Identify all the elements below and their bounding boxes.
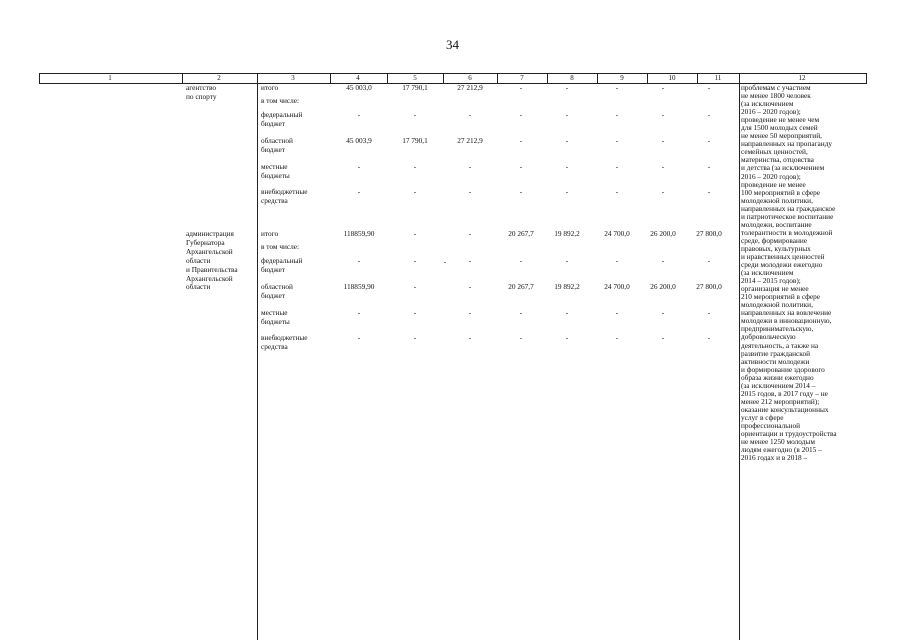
amount-cell: - xyxy=(468,110,472,119)
funding-source-label: федеральный xyxy=(261,110,303,119)
column-12-line: для 1500 молодых семей xyxy=(741,123,818,133)
amount-cell: - xyxy=(615,308,619,317)
column-12-line: активности молодежи xyxy=(741,356,810,366)
amount-cell: - xyxy=(519,162,523,171)
executor-text: и Правительства xyxy=(186,264,238,274)
header-column-number: 6 xyxy=(468,74,472,82)
amount-cell: - xyxy=(707,256,711,265)
amount-cell: - xyxy=(615,256,619,265)
amount-cell: - xyxy=(413,110,417,119)
amount-cell: - xyxy=(615,136,619,145)
amount-cell: - xyxy=(565,136,569,145)
amount-cell: 20 267,7 xyxy=(508,229,534,238)
column-12-line: (за исключением 2014 – xyxy=(741,380,816,390)
column-12-line: материнства, отцовства xyxy=(741,155,814,165)
column-12-line: развитие гражданской xyxy=(741,348,811,358)
amount-cell: - xyxy=(615,162,619,171)
column-12-line: 2015 годов, в 2017 году – не xyxy=(741,388,828,398)
column-12-line: не менее 1800 человек xyxy=(741,91,811,101)
amount-cell: - xyxy=(661,83,665,92)
column-divider xyxy=(257,73,258,640)
column-12-line: 2016 – 2020 годов); xyxy=(741,171,801,181)
column-12-line: людям ежегодно (в 2015 – xyxy=(741,445,822,455)
funding-source-label: бюджет xyxy=(261,264,285,274)
column-12-line: проведение не менее чем xyxy=(741,115,820,125)
funding-source-label: в том числе: xyxy=(261,242,300,251)
amount-cell: - xyxy=(565,187,569,196)
funding-source-label: бюджеты xyxy=(261,170,290,180)
amount-cell: - xyxy=(615,110,619,119)
amount-cell: - xyxy=(357,187,361,196)
column-divider xyxy=(866,73,867,84)
column-divider xyxy=(497,73,498,84)
funding-source-label: бюджет xyxy=(261,144,285,154)
amount-cell: - xyxy=(661,162,665,171)
amount-cell: - xyxy=(357,110,361,119)
header-column-number: 12 xyxy=(798,74,806,82)
column-12-line: 210 мероприятий в сфере xyxy=(741,292,821,302)
amount-cell: 24 700,0 xyxy=(604,282,630,291)
amount-cell: 26 200,0 xyxy=(650,282,676,291)
amount-cell: - xyxy=(615,187,619,196)
column-12-line: и нравственных ценностей xyxy=(741,251,825,261)
header-column-number: 11 xyxy=(714,74,722,82)
column-12-line: менее 212 мероприятий); xyxy=(741,396,820,406)
funding-source-label: областной xyxy=(261,282,293,291)
column-12-line: молодежи в инновационную, xyxy=(741,316,832,326)
executor-text: агентство xyxy=(186,83,217,92)
funding-source-label: бюджет xyxy=(261,118,285,128)
executor-text: Архангельской xyxy=(186,246,233,256)
amount-cell: 26 200,0 xyxy=(650,229,676,238)
funding-source-label: в том числе: xyxy=(261,96,300,105)
column-12-line: не менее 50 мероприятий, xyxy=(741,131,822,141)
amount-cell: - xyxy=(468,256,472,265)
amount-cell: 27 800,0 xyxy=(696,229,722,238)
column-12-line: правовых, культурных xyxy=(741,243,811,253)
column-12-line: профессиональной xyxy=(741,420,801,430)
column-12-line: направленных на вовлечение xyxy=(741,308,832,318)
funding-source-label: итого xyxy=(261,83,279,92)
column-12-line: и патриотическое воспитание xyxy=(741,211,834,221)
header-column-number: 8 xyxy=(570,74,574,82)
amount-cell: 27 800,0 xyxy=(696,282,722,291)
amount-cell: - xyxy=(413,229,417,238)
column-divider xyxy=(739,73,740,640)
column-12-line: молодежи, воспитание xyxy=(741,219,812,229)
amount-cell: - xyxy=(565,110,569,119)
amount-cell: 27 212,9 xyxy=(457,136,483,145)
amount-cell: - xyxy=(519,333,523,342)
amount-cell: - xyxy=(519,83,523,92)
amount-cell: - xyxy=(468,187,472,196)
header-column-number: 10 xyxy=(668,74,676,82)
funding-source-label: местные xyxy=(261,308,288,317)
header-column-number: 7 xyxy=(520,74,524,82)
funding-source-label: федеральный xyxy=(261,256,303,265)
column-divider xyxy=(387,73,388,84)
funding-source-label: внебюджетные xyxy=(261,333,308,342)
amount-cell: - xyxy=(707,187,711,196)
column-12-line: молодежной политики, xyxy=(741,300,813,310)
header-column-number: 2 xyxy=(217,74,221,82)
amount-cell: - xyxy=(661,136,665,145)
amount-cell: - xyxy=(661,308,665,317)
amount-cell: 19 892,2 xyxy=(554,282,580,291)
column-12-line: 2016 – 2020 годов); xyxy=(741,107,801,117)
amount-cell: - xyxy=(468,308,472,317)
amount-cell: 27 212,9 xyxy=(457,83,483,92)
amount-cell: - xyxy=(468,229,472,238)
amount-cell: - xyxy=(519,256,523,265)
column-12-line: не менее 1250 молодым xyxy=(741,437,815,447)
executor-text: области xyxy=(186,282,211,292)
column-12-line: среди молодежи ежегодно xyxy=(741,260,823,270)
funding-source-label: средства xyxy=(261,341,288,351)
funding-source-label: областной xyxy=(261,136,293,145)
amount-cell: - xyxy=(519,308,523,317)
amount-cell: - xyxy=(357,162,361,171)
amount-cell: - xyxy=(413,282,417,291)
funding-source-label: средства xyxy=(261,195,288,205)
column-12-line: ориентации и трудоустройства xyxy=(741,429,837,439)
amount-cell: - xyxy=(443,257,447,266)
column-12-line: и формирование здорового xyxy=(741,364,825,374)
amount-cell: - xyxy=(615,83,619,92)
column-12-line: направленных на пропаганду xyxy=(741,139,833,149)
header-column-number: 4 xyxy=(356,74,360,82)
funding-source-label: внебюджетные xyxy=(261,187,308,196)
header-column-number: 1 xyxy=(108,74,112,82)
column-12-line: среде, формирование xyxy=(741,235,807,245)
column-12-line: услуг в сфере xyxy=(741,412,784,422)
amount-cell: - xyxy=(468,282,472,291)
column-12-line: образа жизни ежегодно xyxy=(741,372,814,382)
column-12-line: толерантности в молодежной xyxy=(741,227,833,237)
amount-cell: - xyxy=(565,308,569,317)
header-column-number: 3 xyxy=(291,74,295,82)
column-12-line: и детства (за исключением xyxy=(741,163,825,173)
amount-cell: - xyxy=(707,308,711,317)
column-divider xyxy=(547,73,548,84)
header-column-number: 5 xyxy=(413,74,417,82)
amount-cell: 45 003,9 xyxy=(346,136,372,145)
amount-cell: 20 267,7 xyxy=(508,282,534,291)
amount-cell: - xyxy=(519,136,523,145)
amount-cell: - xyxy=(707,83,711,92)
funding-source-label: бюджет xyxy=(261,290,285,300)
column-12-line: организация не менее xyxy=(741,284,809,294)
amount-cell: - xyxy=(661,110,665,119)
amount-cell: - xyxy=(565,333,569,342)
column-divider xyxy=(597,73,598,84)
amount-cell: - xyxy=(707,162,711,171)
column-12-line: предпринимательскую, xyxy=(741,324,814,334)
executor-text: Губернатора xyxy=(186,237,225,247)
column-12-line: молодежной политики, xyxy=(741,195,813,205)
amount-cell: 17 790,1 xyxy=(402,83,428,92)
column-12-line: семейных ценностей, xyxy=(741,147,808,157)
amount-cell: - xyxy=(661,333,665,342)
column-12-line: 2016 годах и в 2018 – xyxy=(741,453,808,463)
amount-cell: - xyxy=(357,256,361,265)
funding-source-label: итого xyxy=(261,229,279,238)
column-12-line: добровольческую xyxy=(741,332,796,342)
amount-cell: - xyxy=(615,333,619,342)
executor-text: администрация xyxy=(186,229,234,238)
column-divider xyxy=(39,73,40,84)
column-12-line: 2014 – 2015 годов); xyxy=(741,276,801,286)
amount-cell: 118859,90 xyxy=(343,282,375,291)
amount-cell: - xyxy=(565,256,569,265)
amount-cell: 118859,90 xyxy=(343,229,375,238)
executor-text: области xyxy=(186,255,211,265)
amount-cell: - xyxy=(519,187,523,196)
column-12-line: (за исключением xyxy=(741,268,794,278)
amount-cell: 19 892,2 xyxy=(554,229,580,238)
column-12-line: направленных на гражданское xyxy=(741,203,836,213)
funding-source-label: бюджеты xyxy=(261,316,290,326)
column-divider xyxy=(182,73,183,84)
amount-cell: - xyxy=(357,308,361,317)
header-column-number: 9 xyxy=(620,74,624,82)
page-number: 34 xyxy=(446,37,459,52)
amount-cell: - xyxy=(413,187,417,196)
amount-cell: - xyxy=(707,333,711,342)
column-12-line: (за исключением xyxy=(741,99,794,109)
funding-source-label: местные xyxy=(261,162,288,171)
amount-cell: - xyxy=(357,333,361,342)
executor-text: по спорту xyxy=(186,91,217,101)
column-divider xyxy=(647,73,648,84)
amount-cell: - xyxy=(413,308,417,317)
amount-cell: 45 003,0 xyxy=(346,83,372,92)
amount-cell: - xyxy=(707,110,711,119)
amount-cell: - xyxy=(519,110,523,119)
column-12-line: проблемам с участием xyxy=(741,83,811,92)
amount-cell: - xyxy=(413,333,417,342)
column-12-line: деятельность, а также на xyxy=(741,340,819,350)
column-12-line: 100 мероприятий в сфере xyxy=(741,187,821,197)
executor-text: Архангельской xyxy=(186,273,233,283)
amount-cell: - xyxy=(661,256,665,265)
amount-cell: - xyxy=(468,162,472,171)
amount-cell: - xyxy=(413,162,417,171)
amount-cell: - xyxy=(565,83,569,92)
amount-cell: - xyxy=(413,256,417,265)
amount-cell: - xyxy=(468,333,472,342)
amount-cell: 24 700,0 xyxy=(604,229,630,238)
amount-cell: 17 790,1 xyxy=(402,136,428,145)
column-12-text xyxy=(741,84,866,462)
column-divider xyxy=(330,73,331,84)
column-12-line: оказание консультационных xyxy=(741,404,829,414)
amount-cell: - xyxy=(565,162,569,171)
column-12-line: проведение не менее xyxy=(741,179,806,189)
column-divider xyxy=(443,73,444,84)
amount-cell: - xyxy=(707,136,711,145)
amount-cell: - xyxy=(661,187,665,196)
